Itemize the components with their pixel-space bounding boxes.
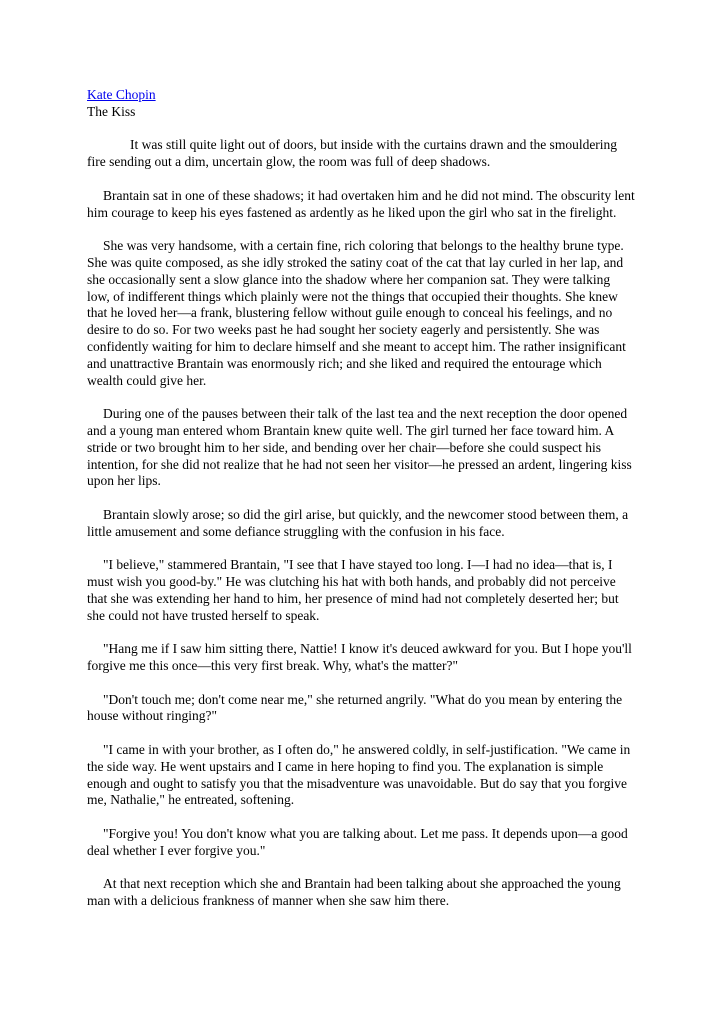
author-link[interactable]: Kate Chopin <box>87 87 156 102</box>
paragraph-10: "Forgive you! You don't know what you are talking about. Let me pass. It depends upon—a good deal whether I ever forgive you." <box>87 826 628 858</box>
paragraph-7: "Hang me if I saw him sitting there, Nattie! I know it's deuced awkward for you. But I hope you'll forgive me this once—this very first break. Why, what's the matter?" <box>87 641 632 674</box>
paragraph-3: She was very handsome, with a certain fine, rich coloring that belongs to the healthy brune type. She was quite composed, as she idly stroked the satiny coat of the cat that lay curled in her lap, and she occasionally sent a slow glance into the shadow where her companion sat. They were talking low, of indifferent things which plainly were not the things that occupied their thoughts. She knew that he loved her—a frank, blustering fellow without guile enough to conceal his feelings, and no desire to do so. For two weeks past he had sought her society eagerly and persistently. She was confidently waiting for him to declare himself and she meant to accept him. The rather insignificant and unattractive Brantain was enormously rich; and she liked and required the entourage which wealth could give her. <box>87 238 626 388</box>
story-title: The Kiss <box>87 103 136 119</box>
paragraph-2: Brantain sat in one of these shadows; it had overtaken him and he did not mind. The obscurity lent him courage to keep his eyes fastened as ardently as he liked upon the girl who sat in the firelight. <box>87 187 635 220</box>
paragraph-9: "I came in with your brother, as I often do," he answered coldly, in self-justification. "We came in the side way. He went upstairs and I came in here hoping to find you. The explanation is simple enough and ought to satisfy you that the misadventure was unavoidable. But do say that you forgive me, Nathalie," he entreated, softening. <box>87 742 631 808</box>
paragraph-6: "I believe," stammered Brantain, "I see that I have stayed too long. I—I had no idea—that is, I must wish you good-by." He was clutching his hat with both hands, and probably did not perceive that she was extending her hand to him, her presence of mind had not completely deserted her; but she could not have trusted herself to speak. <box>87 557 619 623</box>
paragraph-8: "Don't touch me; don't come near me," she returned angrily. "What do you mean by entering the house without ringing?" <box>87 691 623 724</box>
paragraph-1: It was still quite light out of doors, but inside with the curtains drawn and the smouldering fire sending out a dim, uncertain glow, the room was full of deep shadows. <box>87 137 618 170</box>
paragraph-4: During one of the pauses between their talk of the last tea and the next reception the door opened and a young man entered whom Brantain knew quite well. The girl turned her face toward him. A stride or two brought him to her side, and bending over her chair—before she could suspect his intention, for she did not realize that he had not seen her visitor—he pressed an ardent, lingering kiss upon her lips. <box>87 406 632 489</box>
document-page <box>87 87 635 927</box>
paragraph-5: Brantain slowly arose; so did the girl arise, but quickly, and the newcomer stood between them, a little amusement and some defiance struggling with the confusion in his face. <box>87 506 629 539</box>
paragraph-11: At that next reception which she and Brantain had been talking about she approached the young man with a delicious frankness of manner when she saw him there. <box>87 876 621 909</box>
